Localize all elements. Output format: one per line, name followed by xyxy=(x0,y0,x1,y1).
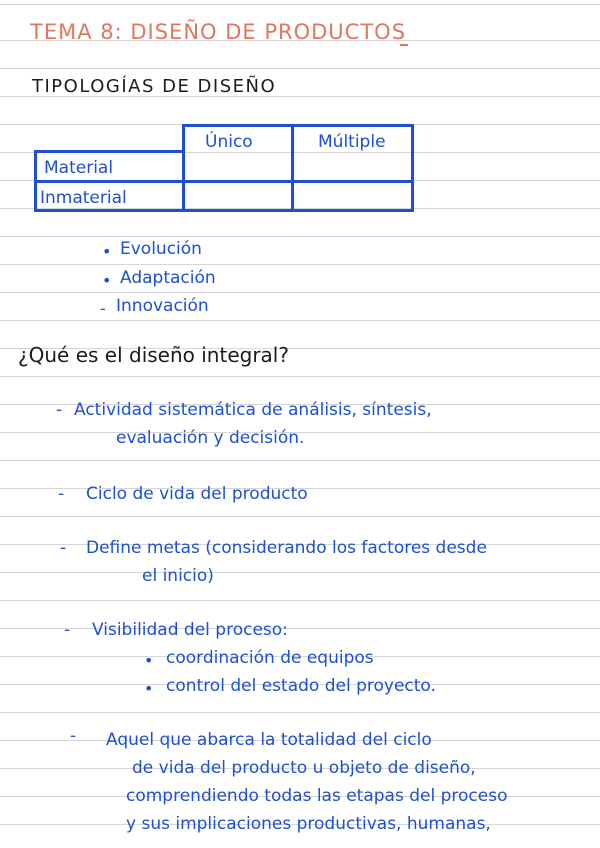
point-text: y sus implicaciones productivas, humanas, xyxy=(126,814,491,834)
table-divider-col xyxy=(291,124,294,212)
point-text: comprendiendo todas las etapas del proceso xyxy=(126,786,508,806)
point-text: evaluación y decisión. xyxy=(116,428,305,448)
point-text: Define metas (considerando los factores desde xyxy=(86,538,487,558)
point-text: de vida del producto u objeto de diseño, xyxy=(132,758,476,778)
question-heading: ¿Qué es el diseño integral? xyxy=(18,343,289,367)
bullet-dot: • xyxy=(102,271,112,290)
col-header-multiple: Múltiple xyxy=(318,132,386,152)
title-underline xyxy=(400,44,408,46)
page-title: TEMA 8: DISEÑO DE PRODUCTOS xyxy=(30,20,407,44)
point-text: Visibilidad del proceso: xyxy=(92,620,288,640)
bullet-dot: • xyxy=(102,242,112,261)
list-item: Innovación xyxy=(116,296,209,316)
point-text: Actividad sistemática de análisis, síntesis, xyxy=(74,400,432,420)
point-text: Aquel que abarca la totalidad del ciclo xyxy=(106,730,432,750)
list-item: Adaptación xyxy=(120,268,216,288)
row-header-inmaterial: Inmaterial xyxy=(40,188,127,208)
sub-point-text: coordinación de equipos xyxy=(166,648,374,668)
section-heading: TIPOLOGÍAS DE DISEÑO xyxy=(32,76,277,97)
dash-marker: - xyxy=(70,726,77,746)
bullet-dot: - xyxy=(100,299,106,318)
dash-marker: - xyxy=(56,400,63,420)
col-header-unico: Único xyxy=(205,132,253,152)
dash-marker: - xyxy=(64,620,71,640)
table-divider-row xyxy=(34,180,414,183)
dash-marker: - xyxy=(60,538,67,558)
point-text: el inicio) xyxy=(142,566,214,586)
row-header-material: Material xyxy=(44,158,114,178)
bullet-dot: • xyxy=(144,679,154,698)
list-item: Evolución xyxy=(120,239,202,259)
point-text: Ciclo de vida del producto xyxy=(86,484,308,504)
sub-point-text: control del estado del proyecto. xyxy=(166,676,436,696)
bullet-dot: • xyxy=(144,651,154,670)
dash-marker: - xyxy=(58,484,65,504)
